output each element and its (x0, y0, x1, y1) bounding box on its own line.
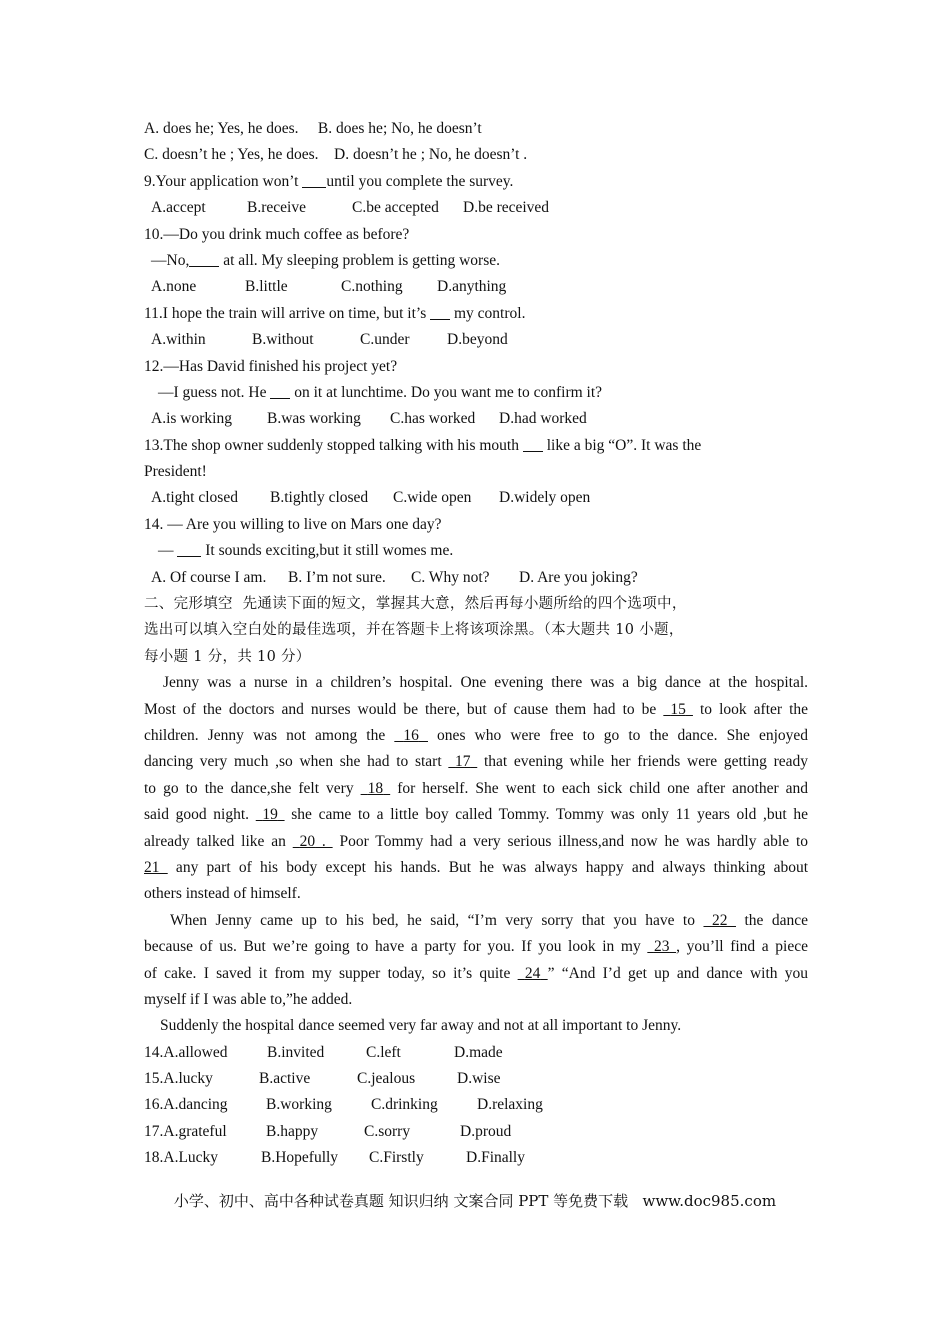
q14-option-c: C. Why not? (411, 568, 490, 586)
blank-24: 24 (524, 964, 541, 982)
passage-p1-line2: Most of the doctors and nurses would be there, but of cause them had to be 15 to look after the (144, 700, 809, 718)
q8-options-cd: C. doesn’t he ; Yes, he does. D. doesn’t he ; No, he doesn’t . (144, 146, 528, 164)
q10-option-b: B.little (245, 278, 288, 296)
q13-stem: 13.The shop owner suddenly stopped talking with his mouth like a big “O”. It was the (144, 436, 702, 454)
q13-stem-line2: President! (144, 463, 207, 481)
q14-option-b: B. I’m not sure. (288, 568, 386, 586)
q11-option-c: C.under (360, 331, 410, 349)
q14-reply: — It sounds exciting,but it still womes me. (158, 542, 454, 560)
answer-row-18: 18.A.Lucky B.Hopefully C.Firstly D.Finally (144, 1149, 525, 1167)
q14-blank (177, 540, 201, 557)
q11-option-a: A.within (151, 331, 206, 349)
passage-p1-line4: dancing very much ,so when she had to start 17 that evening while her friends were getting ready (144, 753, 808, 771)
q13-option-a: A.tight closed (151, 489, 238, 507)
blank-20: 20 . (299, 832, 333, 850)
q9-options (144, 195, 808, 221)
passage-p2-line2: because of us. But we’re going to have a party for you. If you look in my 23 , you’ll find a piece (144, 938, 808, 956)
q12-reply: —I guess not. He on it at lunchtime. Do you want me to confirm it? (158, 383, 603, 401)
passage-p1-line3: children. Jenny was not among the 16 ones who were free to go to the dance. She enjoyed (144, 726, 809, 744)
blank-18: 18 (367, 779, 384, 797)
passage-p2-line4: myself if I was able to,”he added. (144, 990, 353, 1008)
q10-option-d: D.anything (437, 278, 507, 296)
q12-option-b: B.was working (267, 410, 361, 428)
blank-17: 17 (455, 753, 471, 771)
answer-row-15: 15.A.lucky B.active C.jealous D.wise (144, 1070, 501, 1088)
q12-blank (270, 382, 290, 399)
q12-option-c: C.has worked (390, 410, 476, 428)
q10-stem: 10.—Do you drink much coffee as before? (144, 225, 410, 243)
q13-option-c: C.wide open (393, 489, 472, 507)
blank-21: 21 (144, 858, 160, 876)
q14-option-a: A. Of course I am. (151, 568, 267, 586)
q11-blank (430, 303, 450, 320)
passage-p2-line1: When Jenny came up to his bed, he said, “I’m very sorry that you have to 22 the dance (170, 911, 809, 929)
passage-p1-line6: said good night. 19 she came to a little boy called Tommy. Tommy was only 11 years old ,but he (144, 806, 808, 824)
q9-option-c: C.be accepted (352, 199, 439, 217)
q12-option-a: A.is working (151, 410, 232, 428)
q14-options (144, 565, 808, 591)
q10-reply: —No, at all. My sleeping problem is getting worse. (151, 251, 501, 269)
answer-row-14: 14.A.allowed B.invited C.left D.made (144, 1043, 503, 1061)
passage-p3-line1: Suddenly the hospital dance seemed very far away and not at all important to Jenny. (160, 1017, 682, 1035)
blank-16: 16 (403, 726, 419, 744)
q12-option-d: D.had worked (499, 410, 587, 428)
q9-option-d: D.be received (463, 199, 550, 217)
q11-option-b: B.without (252, 331, 314, 349)
q12-options (144, 406, 808, 432)
passage-p1-line5: to go to the dance,she felt very 18 for herself. She went to each sick child one after another and (144, 779, 809, 797)
passage-p1-line1: Jenny was a nurse in a children’s hospital. One evening there was a big dance at the hospital. (163, 674, 808, 692)
passage-p1-line8: 21 any part of his body except his hands. But he was always happy and always thinking about (144, 858, 809, 876)
q8-options-ab: A. does he; Yes, he does. B. does he; No, he doesn’t (144, 120, 482, 137)
page-footer: 小学、初中、高中各种试卷真题 知识归纳 文案合同 PPT 等免费下载 www.doc985.com (173, 1192, 777, 1210)
passage-p1-line7: already talked like an 20 . Poor Tommy had a very serious illness,and now he was hardly able to (144, 832, 809, 850)
exam-page (144, 116, 808, 1172)
q10-option-c: C.nothing (341, 278, 403, 296)
q13-option-b: B.tightly closed (270, 489, 369, 507)
section2-instruction-line1: 二、完形填空 先通读下面的短文，掌握其大意，然后再每小题所给的四个选项中， (144, 596, 687, 613)
blank-22: 22 (711, 911, 728, 929)
q11-option-d: D.beyond (447, 331, 508, 349)
q13-option-d: D.widely open (499, 489, 591, 507)
blank-19: 19 (262, 806, 278, 824)
blank-15: 15 (670, 700, 686, 718)
q14-option-d: D. Are you joking? (519, 568, 638, 586)
answer-row-16: 16.A.dancing B.working C.drinking D.relaxing (144, 1096, 543, 1114)
q10-option-a: A.none (151, 278, 197, 296)
q10-blank (189, 250, 219, 267)
q11-stem: 11.I hope the train will arrive on time, but it’s my control. (144, 304, 526, 322)
section2-instruction-line3: 每小题 1 分，共 10 分） (144, 648, 311, 665)
passage-p1-line9: others instead of himself. (144, 885, 301, 903)
q10-options (144, 274, 808, 300)
q13-blank (523, 435, 543, 452)
q11-options (144, 327, 808, 353)
q13-options (144, 485, 808, 511)
q14-stem: 14. — Are you willing to live on Mars one day? (144, 515, 442, 533)
q9-stem: 9.Your application won’t until you complete the survey. (144, 172, 514, 190)
q9-blank (302, 171, 326, 188)
q9-option-a: A.accept (151, 199, 206, 217)
answer-row-17: 17.A.grateful B.happy C.sorry D.proud (144, 1122, 512, 1140)
passage-p2-line3: of cake. I saved it from my supper today, so it’s quite 24 ” “And I’d get up and dance with you (144, 964, 809, 982)
q9-option-b: B.receive (247, 199, 306, 217)
blank-23: 23 (653, 938, 670, 956)
section2-instruction-line2: 选出可以填入空白处的最佳选项，并在答题卡上将该项涂黑。（本大题共 10 小题， (144, 622, 684, 639)
q12-stem: 12.—Has David finished his project yet? (144, 357, 398, 375)
